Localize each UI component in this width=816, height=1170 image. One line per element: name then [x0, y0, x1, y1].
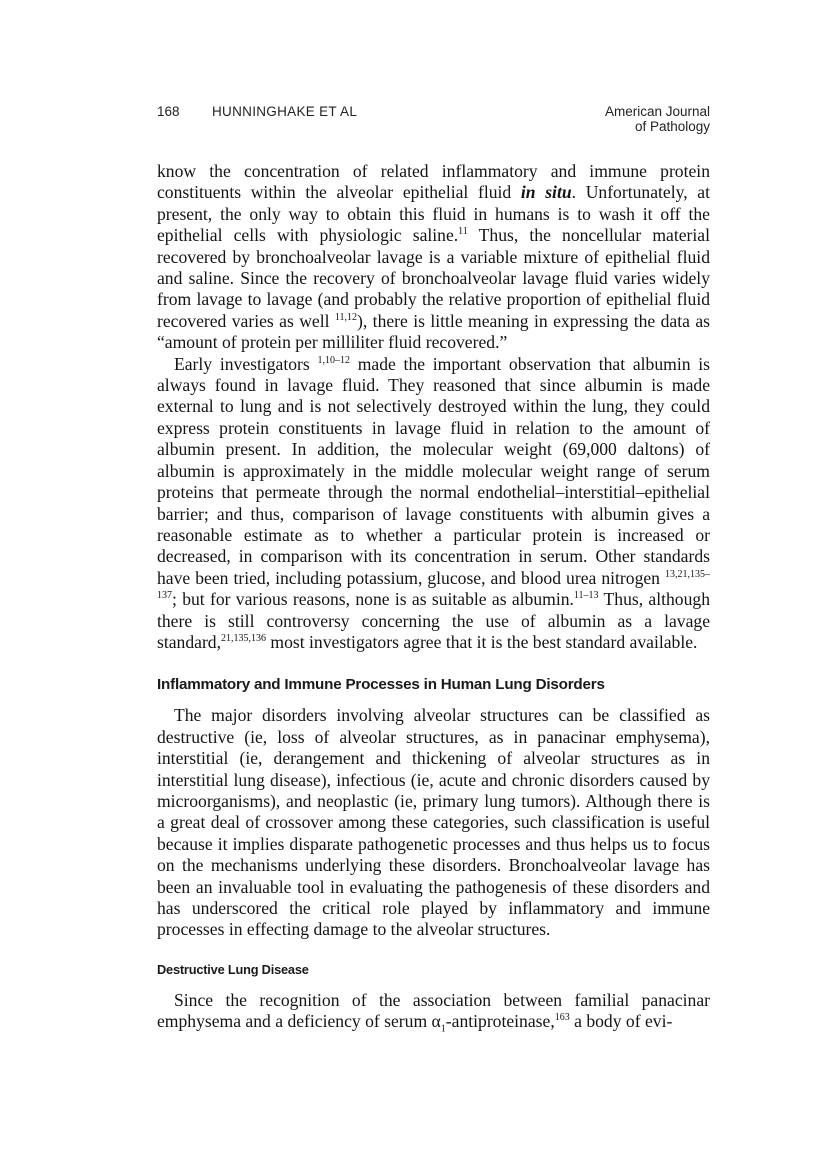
citation: 11,12	[334, 311, 358, 323]
text-run: a body of evi-	[569, 1011, 673, 1032]
text-run: Since the recognition of the association between familial panacinar emphysema and a deficiency of serum α	[157, 989, 710, 1032]
citation: 13,21,135–137	[157, 568, 710, 602]
paragraph-3: The major disorders involving alveolar structures can be classified as destructive (ie, loss of alveolar structures, as in panacinar emphysema), interstitial (ie, derangement and thickening of alveolar structures as in interstitial lung disease), infectious (ie, acute and chronic disorders caused by microorganisms), and neoplastic (ie, primary lung tumors). Although there is a great deal of crossover among these categories, such classification is useful because it implies disparate pathogenetic processes and thus helps us to focus on the mechanisms underlying these disorders. Bronchoalveolar lavage has been an invaluable tool in evaluating the pathogenesis of these disorders and has underscored the critical role played by inflammatory and immune processes in effecting damage to the alveolar structures.	[157, 705, 710, 940]
text-run: Early investigators	[174, 353, 318, 374]
citation: 11–13	[573, 590, 599, 602]
text-run: made the important observation that albumin is always found in lavage fluid. They reasoned that since albumin is made external to lung and is not selectively destroyed within the lung, they could express protein constituents in lavage fluid in relation to the amount of albumin present. In addition, the molecular weight (69,000 daltons) of albumin is approximately in the middle molecular weight range of serum proteins that permeate through the normal endothelial–interstitial–epithelial barrier; and thus, comparison of lavage constituents with albumin gives a reasonable estimate as to whether a particular protein is increased or decreased, in comparison with its concentration in serum. Other standards have been tried, including potassium, glucose, and blood urea nitrogen	[157, 353, 710, 588]
subsection-heading: Destructive Lung Disease	[157, 961, 309, 977]
paragraph-1	[157, 161, 710, 354]
text-run: Thus, the noncellular material recovered by bronchoalveolar lavage is a variable mixture of epithelial fluid and saline. Since the recovery of bronchoalveolar lavage fluid varies widely from lavage to lavage (and probably the relative proportion of epithelial fluid recovered varies as well	[157, 225, 710, 331]
article-body	[157, 161, 710, 1033]
text-run: know the concentration of related inflammatory and immune protein constituents within the alveolar epithelial fluid	[157, 161, 710, 203]
page-number: 168	[157, 104, 180, 119]
journal-name	[605, 104, 710, 134]
journal-line-1: American Journal	[604, 104, 710, 119]
running-header	[157, 104, 710, 136]
text-run: ; but for various reasons, none is as suitable as albumin.	[172, 589, 574, 610]
running-authors: HUNNINGHAKE ET AL	[212, 104, 358, 119]
text-run: . Unfortunately, at present, the only way to obtain this fluid in humans is to wash it off the epithelial cells with physiologic saline.	[157, 182, 711, 246]
text-run: most investigators agree that it is the best standard available.	[266, 631, 698, 652]
citation: 1,10–12	[317, 354, 350, 366]
italic-term: in situ	[520, 182, 572, 203]
text-run: ), there is little meaning in expressing the data as “amount of protein per milliliter fluid recovered.”	[157, 310, 710, 353]
subscript: 1	[440, 1023, 446, 1035]
citation: 163	[554, 1012, 570, 1024]
journal-line-2: of Pathology	[634, 119, 710, 134]
citation: 11	[458, 226, 468, 238]
section-heading: Inflammatory and Immune Processes in Human Lung Disorders	[157, 676, 605, 694]
text-run: Thus, although there is still controversy concerning the use of albumin as a lavage standard,	[157, 589, 710, 652]
paragraph-2	[157, 354, 710, 654]
paragraph-4	[157, 990, 710, 1033]
text-run: -antiproteinase,	[445, 1011, 555, 1032]
citation: 21,135,136	[221, 632, 267, 644]
